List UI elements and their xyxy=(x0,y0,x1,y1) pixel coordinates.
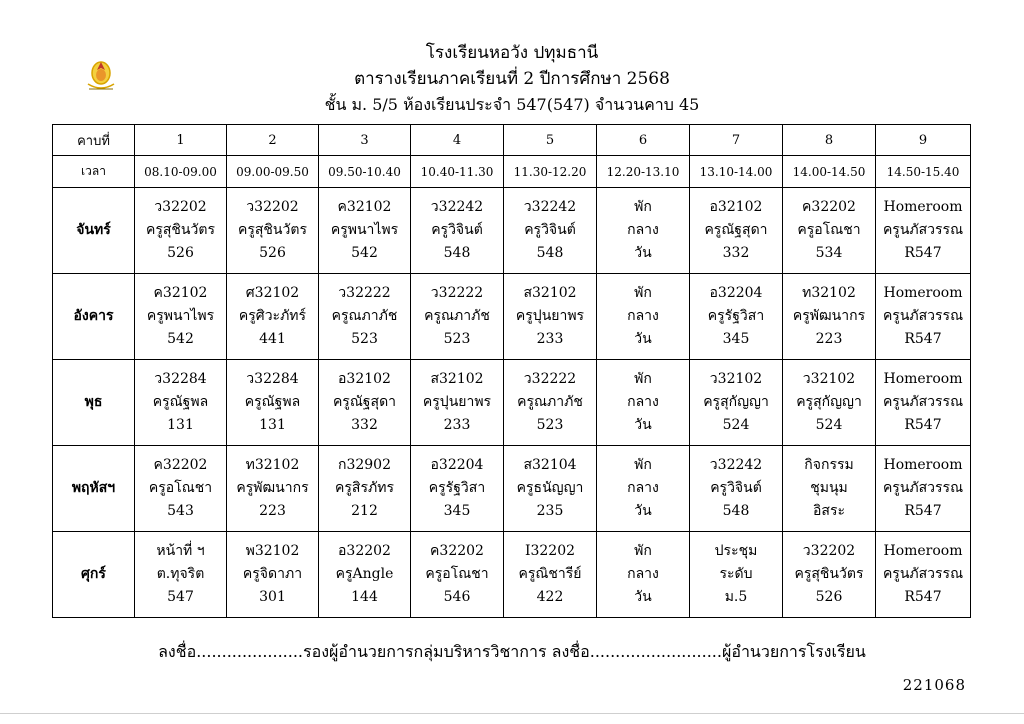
class-code: พ32102 xyxy=(245,543,300,559)
class-room: 542 xyxy=(351,245,378,261)
class-cell xyxy=(504,532,597,618)
class-code: Homeroom xyxy=(883,285,963,301)
class-teacher: ครูพนาไพร xyxy=(330,222,399,238)
class-cell xyxy=(227,446,319,532)
class-code: พัก xyxy=(634,457,652,473)
class-teacher: ครูสุชินวัตร xyxy=(146,222,215,238)
class-cell xyxy=(135,188,227,274)
class-room: R547 xyxy=(904,503,942,519)
class-cell xyxy=(504,446,597,532)
class-code: ก32902 xyxy=(337,457,391,473)
class-teacher: ครูสุชินวัตร xyxy=(238,222,307,238)
class-room: 548 xyxy=(722,503,750,519)
class-room: อิสระ xyxy=(813,503,845,519)
class-teacher: ครูพนาไพร xyxy=(146,308,215,324)
class-cell xyxy=(227,532,319,618)
class-code: พัก xyxy=(634,371,652,387)
class-room: 345 xyxy=(443,503,471,519)
class-code: ว32242 xyxy=(430,199,484,215)
class-room: 534 xyxy=(815,245,843,261)
class-room: 526 xyxy=(815,589,843,605)
class-code: ค32102 xyxy=(153,285,208,301)
class-code: ว32202 xyxy=(802,543,856,559)
class-teacher: ครูอโณชา xyxy=(797,222,861,238)
page-bottom-rule xyxy=(0,713,1024,714)
time-slot: 11.30-12.20 xyxy=(504,156,597,188)
class-cell xyxy=(319,446,411,532)
class-cell xyxy=(597,446,690,532)
class-teacher: ชุมนุม xyxy=(810,480,848,496)
class-code: Homeroom xyxy=(883,199,963,215)
day-row xyxy=(53,360,971,446)
period-number: 2 xyxy=(227,125,319,156)
class-cell xyxy=(319,532,411,618)
document-header xyxy=(0,40,1024,118)
class-room: 301 xyxy=(259,589,286,605)
day-name: จันทร์ xyxy=(53,188,135,274)
class-cell xyxy=(319,274,411,360)
class-cell xyxy=(783,274,876,360)
class-teacher: ครูธนัญญา xyxy=(516,480,584,496)
class-room: 548 xyxy=(536,245,564,261)
time-slot: 13.10-14.00 xyxy=(690,156,783,188)
period-label: คาบที่ xyxy=(53,125,135,156)
class-teacher: ครูณิชารีย์ xyxy=(518,566,582,582)
class-cell xyxy=(319,360,411,446)
room-info: ชั้น ม. 5/5 ห้องเรียนประจำ 547(547) จำนวนคาบ 45 xyxy=(324,95,700,114)
class-teacher: ครูณัฐสุดา xyxy=(704,222,768,238)
class-teacher: ครูวิจินต์ xyxy=(524,222,576,238)
class-teacher: ครูณภาภัช xyxy=(331,308,398,324)
class-code: ค32102 xyxy=(337,199,392,215)
class-room: R547 xyxy=(904,589,942,605)
timetable-body xyxy=(53,125,971,618)
class-room: วัน xyxy=(634,503,652,519)
time-slot: 10.40-11.30 xyxy=(411,156,504,188)
class-code: ว32102 xyxy=(709,371,763,387)
class-teacher: ครูสุกัญญา xyxy=(796,394,862,410)
time-slot: 14.50-15.40 xyxy=(876,156,971,188)
time-slot: 14.00-14.50 xyxy=(783,156,876,188)
class-cell xyxy=(783,360,876,446)
class-teacher: ครูณภาภัช xyxy=(517,394,583,410)
class-cell xyxy=(876,360,971,446)
class-cell xyxy=(504,274,597,360)
class-teacher: ครูรัฐวิสา xyxy=(428,480,486,496)
time-slot: 08.10-09.00 xyxy=(135,156,227,188)
class-cell xyxy=(411,532,504,618)
period-number: 6 xyxy=(597,125,690,156)
period-number: 3 xyxy=(319,125,411,156)
time-row xyxy=(53,156,971,188)
class-code: ค32202 xyxy=(802,199,856,215)
class-code: ว32102 xyxy=(802,371,856,387)
class-code: ว32242 xyxy=(709,457,763,473)
class-teacher: ระดับ xyxy=(719,566,753,582)
class-room: 223 xyxy=(259,503,286,519)
class-room: 131 xyxy=(259,417,286,433)
class-teacher: ครูนภัสวรรณ xyxy=(882,394,964,410)
class-room: ม.5 xyxy=(724,589,748,605)
day-name: พฤหัสฯ xyxy=(53,446,135,532)
class-cell xyxy=(135,532,227,618)
class-room: 523 xyxy=(536,417,564,433)
class-teacher: ครูณภาภัช xyxy=(424,308,490,324)
class-teacher: กลาง xyxy=(627,394,659,410)
class-cell xyxy=(411,274,504,360)
day-row xyxy=(53,446,971,532)
class-room: วัน xyxy=(634,417,652,433)
class-code: พัก xyxy=(634,199,652,215)
class-cell xyxy=(135,360,227,446)
class-teacher: กลาง xyxy=(627,222,659,238)
class-cell xyxy=(690,274,783,360)
class-code: ประชุม xyxy=(714,543,758,559)
class-code: ว32242 xyxy=(523,199,577,215)
class-code: ว32222 xyxy=(523,371,577,387)
class-teacher: กลาง xyxy=(627,480,659,496)
class-cell xyxy=(411,188,504,274)
period-number: 8 xyxy=(783,125,876,156)
class-teacher: ครูณัฐพล xyxy=(152,394,209,410)
class-code: ส32102 xyxy=(523,285,577,301)
class-cell xyxy=(597,532,690,618)
class-cell xyxy=(690,446,783,532)
class-room: 523 xyxy=(351,331,378,347)
class-room: 526 xyxy=(167,245,194,261)
class-code: Homeroom xyxy=(883,371,963,387)
class-code: พัก xyxy=(634,285,652,301)
class-room: วัน xyxy=(634,331,652,347)
day-row xyxy=(53,532,971,618)
time-label: เวลา xyxy=(53,156,135,188)
time-slot: 12.20-13.10 xyxy=(597,156,690,188)
class-code: อ32202 xyxy=(338,543,391,559)
period-row xyxy=(53,125,971,156)
class-room: 548 xyxy=(443,245,471,261)
class-room: 332 xyxy=(351,417,378,433)
class-cell xyxy=(504,188,597,274)
class-code: หน้าที่ ฯ xyxy=(156,543,205,559)
class-cell xyxy=(227,360,319,446)
class-teacher: ครูพัฒนากร xyxy=(236,480,309,496)
class-room: 233 xyxy=(443,417,471,433)
class-cell xyxy=(783,188,876,274)
class-cell xyxy=(690,188,783,274)
class-room: R547 xyxy=(904,245,942,261)
class-room: 422 xyxy=(536,589,564,605)
timetable xyxy=(52,124,971,618)
class-teacher: ครูสิรภัทร xyxy=(335,480,394,496)
class-code: ค32202 xyxy=(153,457,208,473)
time-slot: 09.50-10.40 xyxy=(319,156,411,188)
class-code: Homeroom xyxy=(883,543,963,559)
class-teacher: ครูนภัสวรรณ xyxy=(882,566,964,582)
document-code: 221068 xyxy=(902,676,966,694)
class-cell xyxy=(876,446,971,532)
class-teacher: กลาง xyxy=(627,308,659,324)
class-code: ว32202 xyxy=(154,199,207,215)
period-number: 5 xyxy=(504,125,597,156)
class-teacher: ครูปุนยาพร xyxy=(515,308,585,324)
class-teacher: ครูณัฐพล xyxy=(244,394,301,410)
class-cell xyxy=(227,274,319,360)
class-room: 526 xyxy=(259,245,286,261)
class-room: วัน xyxy=(634,589,652,605)
class-teacher: ครูสุกัญญา xyxy=(703,394,769,410)
class-room: 524 xyxy=(815,417,843,433)
class-room: 546 xyxy=(443,589,471,605)
time-slot: 09.00-09.50 xyxy=(227,156,319,188)
class-teacher: ครูศิวะภัทร์ xyxy=(238,308,307,324)
class-cell xyxy=(876,274,971,360)
day-row xyxy=(53,274,971,360)
class-room: 332 xyxy=(722,245,750,261)
class-code: ว32202 xyxy=(246,199,299,215)
class-cell xyxy=(504,360,597,446)
class-room: 543 xyxy=(167,503,194,519)
class-teacher: ครูนภัสวรรณ xyxy=(882,308,964,324)
day-name: พุธ xyxy=(53,360,135,446)
class-cell xyxy=(597,360,690,446)
class-teacher: ครูวิจินต์ xyxy=(710,480,762,496)
class-code: ท32102 xyxy=(802,285,856,301)
class-cell xyxy=(597,188,690,274)
class-cell xyxy=(690,360,783,446)
class-code: อ32102 xyxy=(338,371,391,387)
class-teacher: ครูพัฒนากร xyxy=(792,308,866,324)
class-teacher: ครูAngle xyxy=(335,566,394,582)
class-room: 131 xyxy=(167,417,194,433)
class-teacher: ครูสุชินวัตร xyxy=(794,566,864,582)
class-teacher: ครูอโณชา xyxy=(425,566,489,582)
class-teacher: ครูนภัสวรรณ xyxy=(882,480,964,496)
class-room: 144 xyxy=(351,589,378,605)
class-teacher: ครูจิดาภา xyxy=(242,566,303,582)
class-code: กิจกรรม xyxy=(804,457,854,473)
class-room: 235 xyxy=(536,503,564,519)
class-teacher: ครูอโณชา xyxy=(148,480,213,496)
class-code: อ32102 xyxy=(709,199,763,215)
class-code: อ32204 xyxy=(709,285,763,301)
class-code: ว32284 xyxy=(154,371,207,387)
class-code: ส32104 xyxy=(523,457,577,473)
school-name: โรงเรียนหอวัง ปทุมธานี xyxy=(425,43,599,63)
period-number: 4 xyxy=(411,125,504,156)
class-room: 542 xyxy=(167,331,194,347)
class-room: วัน xyxy=(634,245,652,261)
class-teacher: ครูปุนยาพร xyxy=(422,394,492,410)
class-code: ว32222 xyxy=(430,285,484,301)
class-code: ว32222 xyxy=(338,285,391,301)
class-code: ท32102 xyxy=(245,457,300,473)
signature-line: ลงชื่อ.....................รองผู้อำนวยการกลุ่มบริหารวิชาการ ลงชื่อ..........................ผู้อำนวยการโรงเรียน xyxy=(158,642,866,661)
day-name: อังคาร xyxy=(53,274,135,360)
class-code: ว32284 xyxy=(246,371,299,387)
class-room: 524 xyxy=(722,417,750,433)
class-room: 441 xyxy=(259,331,286,347)
class-cell xyxy=(135,274,227,360)
class-cell xyxy=(319,188,411,274)
class-cell xyxy=(783,446,876,532)
period-number: 1 xyxy=(135,125,227,156)
class-room: R547 xyxy=(904,417,942,433)
class-code: ส32102 xyxy=(430,371,484,387)
day-row xyxy=(53,188,971,274)
class-teacher: ครูณัฐสุดา xyxy=(332,394,397,410)
class-code: Homeroom xyxy=(883,457,963,473)
class-room: 523 xyxy=(443,331,471,347)
class-cell xyxy=(876,188,971,274)
class-code: พัก xyxy=(634,543,652,559)
class-cell xyxy=(135,446,227,532)
class-code: อ32204 xyxy=(430,457,484,473)
class-cell xyxy=(411,446,504,532)
period-number: 9 xyxy=(876,125,971,156)
class-teacher: ครูนภัสวรรณ xyxy=(882,222,964,238)
class-cell xyxy=(876,532,971,618)
day-name: ศุกร์ xyxy=(53,532,135,618)
period-number: 7 xyxy=(690,125,783,156)
class-room: 345 xyxy=(722,331,750,347)
class-cell xyxy=(783,532,876,618)
class-code: I32202 xyxy=(524,543,576,559)
class-teacher: กลาง xyxy=(627,566,659,582)
class-code: ศ32102 xyxy=(245,285,300,301)
class-cell xyxy=(597,274,690,360)
class-room: 212 xyxy=(351,503,378,519)
class-cell xyxy=(411,360,504,446)
class-teacher: ต.ทุจริต xyxy=(156,566,205,582)
term-title: ตารางเรียนภาคเรียนที่ 2 ปีการศึกษา 2568 xyxy=(354,69,670,89)
class-room: 547 xyxy=(167,589,194,605)
class-cell xyxy=(227,188,319,274)
class-room: 223 xyxy=(815,331,843,347)
class-teacher: ครูรัฐวิสา xyxy=(707,308,765,324)
class-room: R547 xyxy=(904,331,942,347)
class-teacher: ครูวิจินต์ xyxy=(431,222,483,238)
class-code: ค32202 xyxy=(430,543,484,559)
class-cell xyxy=(690,532,783,618)
class-room: 233 xyxy=(536,331,564,347)
